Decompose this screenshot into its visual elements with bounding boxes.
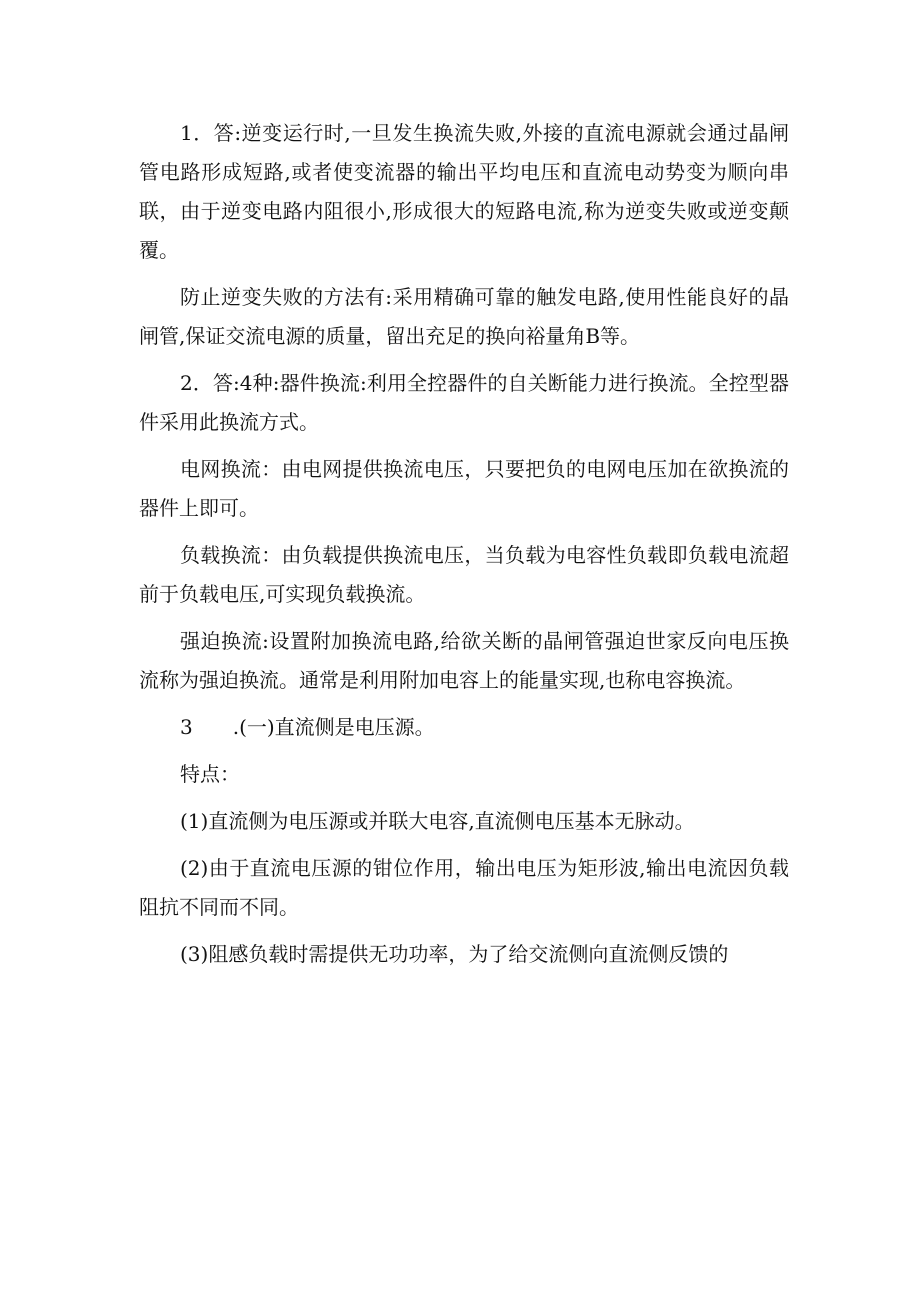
paragraph-load-commutation: 负载换流：由负载提供换流电压，当负载为电容性负载即负载电流超前于负载电压,可实现负载换流。 (139, 543, 789, 606)
document-body (139, 114, 789, 982)
paragraph-answer-2: 2．答:4种:器件换流:利用全控器件的自关断能力进行换流。全控型器件采用此换流方式。 (139, 371, 789, 434)
paragraph-forced-commutation: 强迫换流:设置附加换流电路,给欲关断的晶闸管强迫世家反向电压换流称为强迫换流。通常是利用附加电容上的能量实现,也称电容换流。 (139, 629, 789, 692)
paragraph-features-heading: 特点： (180, 762, 240, 786)
paragraph-feature-3: (3)阻感负载时需提供无功功率，为了给交流侧向直流侧反馈的 (180, 942, 729, 966)
paragraph-prevention-methods: 防止逆变失败的方法有:采用精确可靠的触发电路,使用性能良好的晶闸管,保证交流电源的质量，留出充足的换向裕量角B等。 (139, 285, 789, 348)
paragraph-feature-2: (2)由于直流电压源的钳位作用，输出电压为矩形波,输出电流因负载阻抗不同而不同。 (139, 856, 789, 919)
paragraph-feature-1: (1)直流侧为电压源或并联大电容,直流侧电压基本无脉动。 (180, 809, 695, 833)
paragraph-grid-commutation: 电网换流：由电网提供换流电压，只要把负的电网电压加在欲换流的器件上即可。 (139, 457, 789, 520)
paragraph-answer-1: 1．答:逆变运行时,一旦发生换流失败,外接的直流电源就会通过晶闸管电路形成短路,或者使变流器的输出平均电压和直流电动势变为顺向串联，由于逆变电路内阻很小,形成很大的短路电流,称为逆变失败或逆变颠覆。 (139, 121, 789, 262)
paragraph-answer-3: 3 .(一)直流侧是电压源。 (180, 715, 435, 739)
